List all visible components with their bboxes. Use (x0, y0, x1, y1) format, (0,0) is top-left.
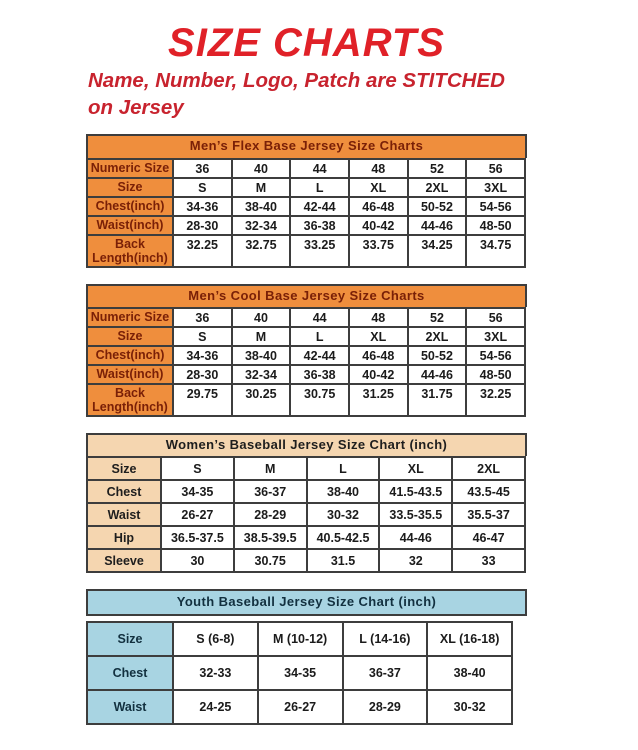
row-label: Numeric Size (87, 159, 173, 178)
cell-value: M (234, 457, 307, 480)
table-row (87, 178, 525, 197)
table-title: Men’s Flex Base Jersey Size Charts (86, 134, 527, 157)
cell-value: 32.25 (466, 384, 525, 416)
table-row (87, 346, 525, 365)
page-title: SIZE CHARTS (168, 21, 445, 65)
row-label: Waist(inch) (87, 216, 173, 235)
table-title: Youth Baseball Jersey Size Chart (inch) (86, 589, 527, 616)
cell-value: 48 (349, 308, 408, 327)
cell-value: 44 (290, 308, 349, 327)
table-row (87, 216, 525, 235)
cell-value: 38-40 (232, 346, 291, 365)
cell-value: 30 (161, 549, 234, 572)
cell-value: 52 (408, 308, 467, 327)
cell-value: L (307, 457, 380, 480)
cell-value: 32.75 (232, 235, 291, 267)
cell-value: 26-27 (161, 503, 234, 526)
page-subtitle (88, 68, 527, 121)
cell-value: 24-25 (173, 690, 258, 724)
table-row (87, 235, 525, 267)
cell-value: 32 (379, 549, 452, 572)
cell-value: 28-29 (343, 690, 428, 724)
cell-value: 46-48 (349, 197, 408, 216)
table-row (87, 384, 525, 416)
cell-value: 2XL (408, 178, 467, 197)
cell-value: 38-40 (427, 656, 512, 690)
cell-value: M (10-12) (258, 622, 343, 656)
cell-value: 38.5-39.5 (234, 526, 307, 549)
cell-value: 50-52 (408, 346, 467, 365)
cell-value: 31.75 (408, 384, 467, 416)
cell-value: 41.5-43.5 (379, 480, 452, 503)
cell-value: S (161, 457, 234, 480)
cell-value: 33.25 (290, 235, 349, 267)
row-label: Chest(inch) (87, 346, 173, 365)
cell-value: 2XL (452, 457, 525, 480)
row-label: Size (87, 178, 173, 197)
table-row (87, 503, 525, 526)
row-label: Hip (87, 526, 161, 549)
cell-value: XL (379, 457, 452, 480)
cell-value: 36.5-37.5 (161, 526, 234, 549)
table-title: Women’s Baseball Jersey Size Chart (inch) (86, 433, 527, 456)
cell-value: 31.5 (307, 549, 380, 572)
table-row (87, 690, 512, 724)
cell-value: XL (349, 178, 408, 197)
cell-value: 40.5-42.5 (307, 526, 380, 549)
cell-value: 28-30 (173, 216, 232, 235)
cell-value: M (232, 178, 291, 197)
womens-baseball-size-chart (86, 433, 527, 573)
cell-value: 56 (466, 308, 525, 327)
cell-value: 54-56 (466, 197, 525, 216)
cell-value: 44-46 (408, 365, 467, 384)
table-row (87, 308, 525, 327)
cell-value: 36 (173, 159, 232, 178)
row-label: Back Length(inch) (87, 235, 173, 267)
table-row (87, 327, 525, 346)
cell-value: 46-48 (349, 346, 408, 365)
cell-value: 32-34 (232, 365, 291, 384)
cell-value: 3XL (466, 327, 525, 346)
row-label: Size (87, 457, 161, 480)
cell-value: 28-29 (234, 503, 307, 526)
page-subtitle-line1: Name, Number, Logo, Patch are STITCHED (88, 69, 505, 92)
table-row (87, 457, 525, 480)
cell-value: 34.75 (466, 235, 525, 267)
table-row (87, 656, 512, 690)
row-label: Size (87, 622, 173, 656)
cell-value: 44 (290, 159, 349, 178)
cell-value: 33.5-35.5 (379, 503, 452, 526)
cell-value: 34.25 (408, 235, 467, 267)
cell-value: 40 (232, 159, 291, 178)
cell-value: 54-56 (466, 346, 525, 365)
cell-value: XL (349, 327, 408, 346)
cell-value: 33 (452, 549, 525, 572)
cell-value: 52 (408, 159, 467, 178)
row-label: Numeric Size (87, 308, 173, 327)
cell-value: 40-42 (349, 365, 408, 384)
cell-value: 44-46 (408, 216, 467, 235)
cell-value: 44-46 (379, 526, 452, 549)
row-label: Size (87, 327, 173, 346)
table-row (87, 526, 525, 549)
youth-baseball-table (86, 621, 513, 725)
cell-value: 36-37 (343, 656, 428, 690)
cell-value: 35.5-37 (452, 503, 525, 526)
row-label: Chest (87, 656, 173, 690)
table-title: Men’s Cool Base Jersey Size Charts (86, 284, 527, 307)
cell-value: 36 (173, 308, 232, 327)
cell-value: 42-44 (290, 197, 349, 216)
cell-value: 32-34 (232, 216, 291, 235)
row-label: Sleeve (87, 549, 161, 572)
youth-baseball-size-chart (86, 589, 527, 725)
cell-value: 30-32 (307, 503, 380, 526)
cell-value: L (290, 327, 349, 346)
cell-value: 48 (349, 159, 408, 178)
cell-value: 42-44 (290, 346, 349, 365)
row-label: Waist (87, 690, 173, 724)
row-label: Waist(inch) (87, 365, 173, 384)
cell-value: 26-27 (258, 690, 343, 724)
row-label: Back Length(inch) (87, 384, 173, 416)
cell-value: 36-37 (234, 480, 307, 503)
cell-value: 29.75 (173, 384, 232, 416)
cell-value: 32.25 (173, 235, 232, 267)
cell-value: 50-52 (408, 197, 467, 216)
cell-value: 32-33 (173, 656, 258, 690)
cell-value: 48-50 (466, 216, 525, 235)
cell-value: 3XL (466, 178, 525, 197)
mens-flex-base-table (86, 158, 526, 268)
cell-value: L (290, 178, 349, 197)
cell-value: 40-42 (349, 216, 408, 235)
cell-value: 34-35 (161, 480, 234, 503)
cell-value: L (14-16) (343, 622, 428, 656)
mens-cool-base-size-chart (86, 284, 527, 417)
cell-value: 30.75 (234, 549, 307, 572)
cell-value: 34-35 (258, 656, 343, 690)
size-charts-page (86, 0, 527, 725)
cell-value: 40 (232, 308, 291, 327)
cell-value: S (173, 327, 232, 346)
page-subtitle-line2: on Jersey (88, 95, 184, 119)
cell-value: 43.5-45 (452, 480, 525, 503)
cell-value: 46-47 (452, 526, 525, 549)
cell-value: 34-36 (173, 346, 232, 365)
cell-value: M (232, 327, 291, 346)
row-label: Waist (87, 503, 161, 526)
cell-value: 38-40 (307, 480, 380, 503)
table-row (87, 159, 525, 178)
table-row (87, 622, 512, 656)
cell-value: XL (16-18) (427, 622, 512, 656)
tables-container (86, 134, 527, 725)
table-row (87, 197, 525, 216)
womens-baseball-table (86, 456, 526, 573)
row-label: Chest(inch) (87, 197, 173, 216)
cell-value: 31.25 (349, 384, 408, 416)
cell-value: 56 (466, 159, 525, 178)
mens-flex-base-size-chart (86, 134, 527, 267)
mens-cool-base-table (86, 307, 526, 417)
cell-value: 2XL (408, 327, 467, 346)
table-row (87, 480, 525, 503)
cell-value: 33.75 (349, 235, 408, 267)
cell-value: 38-40 (232, 197, 291, 216)
cell-value: 34-36 (173, 197, 232, 216)
cell-value: 30.75 (290, 384, 349, 416)
cell-value: 48-50 (466, 365, 525, 384)
cell-value: S (6-8) (173, 622, 258, 656)
cell-value: 36-38 (290, 365, 349, 384)
table-row (87, 365, 525, 384)
cell-value: S (173, 178, 232, 197)
row-label: Chest (87, 480, 161, 503)
cell-value: 36-38 (290, 216, 349, 235)
cell-value: 30.25 (232, 384, 291, 416)
table-row (87, 549, 525, 572)
cell-value: 30-32 (427, 690, 512, 724)
cell-value: 28-30 (173, 365, 232, 384)
